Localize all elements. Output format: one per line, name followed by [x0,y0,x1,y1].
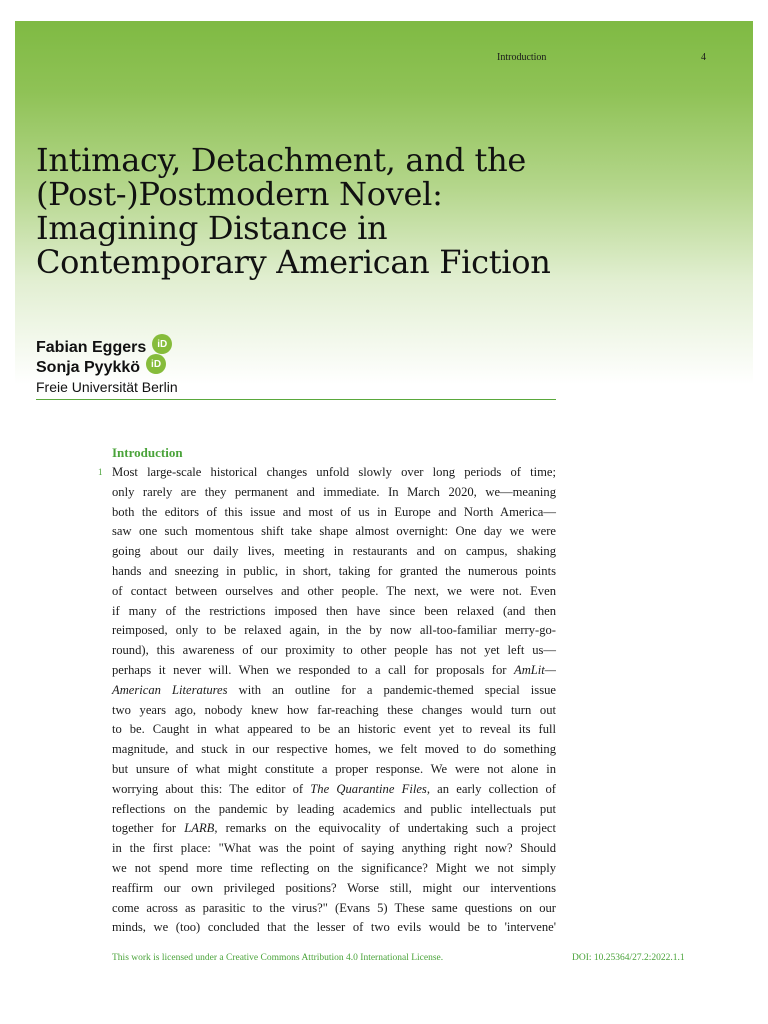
author-block [36,338,556,396]
orcid-icon[interactable]: iD [146,354,166,374]
italic-title: AmLit— [514,662,556,677]
paragraph-number: 1 [98,467,103,477]
text-line: reimposed, only to be relaxed again, in the by now all-too-familiar merry-go- [112,623,556,638]
text-line: magnitude, and stuck in our respective homes, we felt moved to do something [112,742,556,757]
article-title [36,143,596,279]
title-line: (Post-)Postmodern Novel: [36,175,443,213]
title-line: Intimacy, Detachment, and the [36,141,527,179]
text-line: reflections on the pandemic by leading academics and public intellectuals put [112,801,556,816]
text-line: minds, we (too) concluded that the lesser of two evils would be to 'intervene' [112,920,556,935]
text-line: come across as parasitic to the virus?" (Evans 5) These same questions on our [112,900,556,915]
text-line: hands and sneezing in public, in short, taking for granted the numerous points [112,563,556,578]
text-line: together for LARB, remarks on the equivocality of undertaking such a project [112,821,556,836]
doi-link[interactable]: DOI: 10.25364/27.2:2022.1.1 [572,953,685,963]
text-line: if many of the restrictions imposed then have since been relaxed (and then [112,603,556,618]
author-name: Fabian Eggers [36,339,147,356]
author-name: Sonja Pyykkö [36,359,141,376]
author-row [36,358,556,378]
text-line: in the first place: "What was the point of saying anything right now? Should [112,841,556,856]
header-divider [36,399,556,400]
italic-title: American Literatures [112,682,228,697]
text-line: saw one such momentous shift take shape almost overnight: One day we were [112,524,556,539]
author-affiliation: Freie Universität Berlin [36,379,178,395]
article-page [15,21,753,1011]
text-line: but unsure of what might constitute a proper response. We were not alone in [112,761,556,776]
title-line: Contemporary American Fiction [36,243,551,281]
italic-title: The Quarantine Files [310,781,427,796]
text-line: only rarely are they permanent and immediate. In March 2020, we—meaning [112,484,556,499]
author-row [36,338,556,358]
title-line: Imagining Distance in [36,209,388,247]
text-line: we not spend more time reflecting on the significance? Might we not simply [112,860,556,875]
text-line: of contact between ourselves and other people. The next, we were not. Even [112,583,556,598]
text-line: both the editors of this issue and most of us in Europe and North America— [112,504,556,519]
body-paragraph [112,463,556,938]
text-line: perhaps it never will. When we responded to a call for proposals for AmLit— [112,662,556,677]
text-line: Most large-scale historical changes unfold slowly over long periods of time; [112,465,556,479]
text-line: going about our daily lives, meeting in restaurants and on campus, shaking [112,544,556,559]
orcid-icon[interactable]: iD [152,334,172,354]
license-link[interactable]: This work is licensed under a Creative Commons Attribution 4.0 International License. [112,953,444,963]
text-line: American Literatures with an outline for a pandemic-themed special issue [112,682,556,697]
page-number: 4 [701,52,706,63]
text-line: reaffirm our own privileged positions? Worse still, might our interventions [112,880,556,895]
text-line: worrying about this: The editor of The Quarantine Files, an early collection of [112,781,556,796]
italic-title: LARB [184,821,215,836]
running-head: Introduction [497,52,547,63]
text-line: round), this awareness of our proximity to other people has not yet left us— [112,643,556,658]
text-line: to be. Caught in what appeared to be an historic event yet to reveal its full [112,722,556,737]
text-line: two years ago, nobody knew how far-reaching these changes would turn out [112,702,556,717]
section-heading: Introduction [112,445,183,460]
